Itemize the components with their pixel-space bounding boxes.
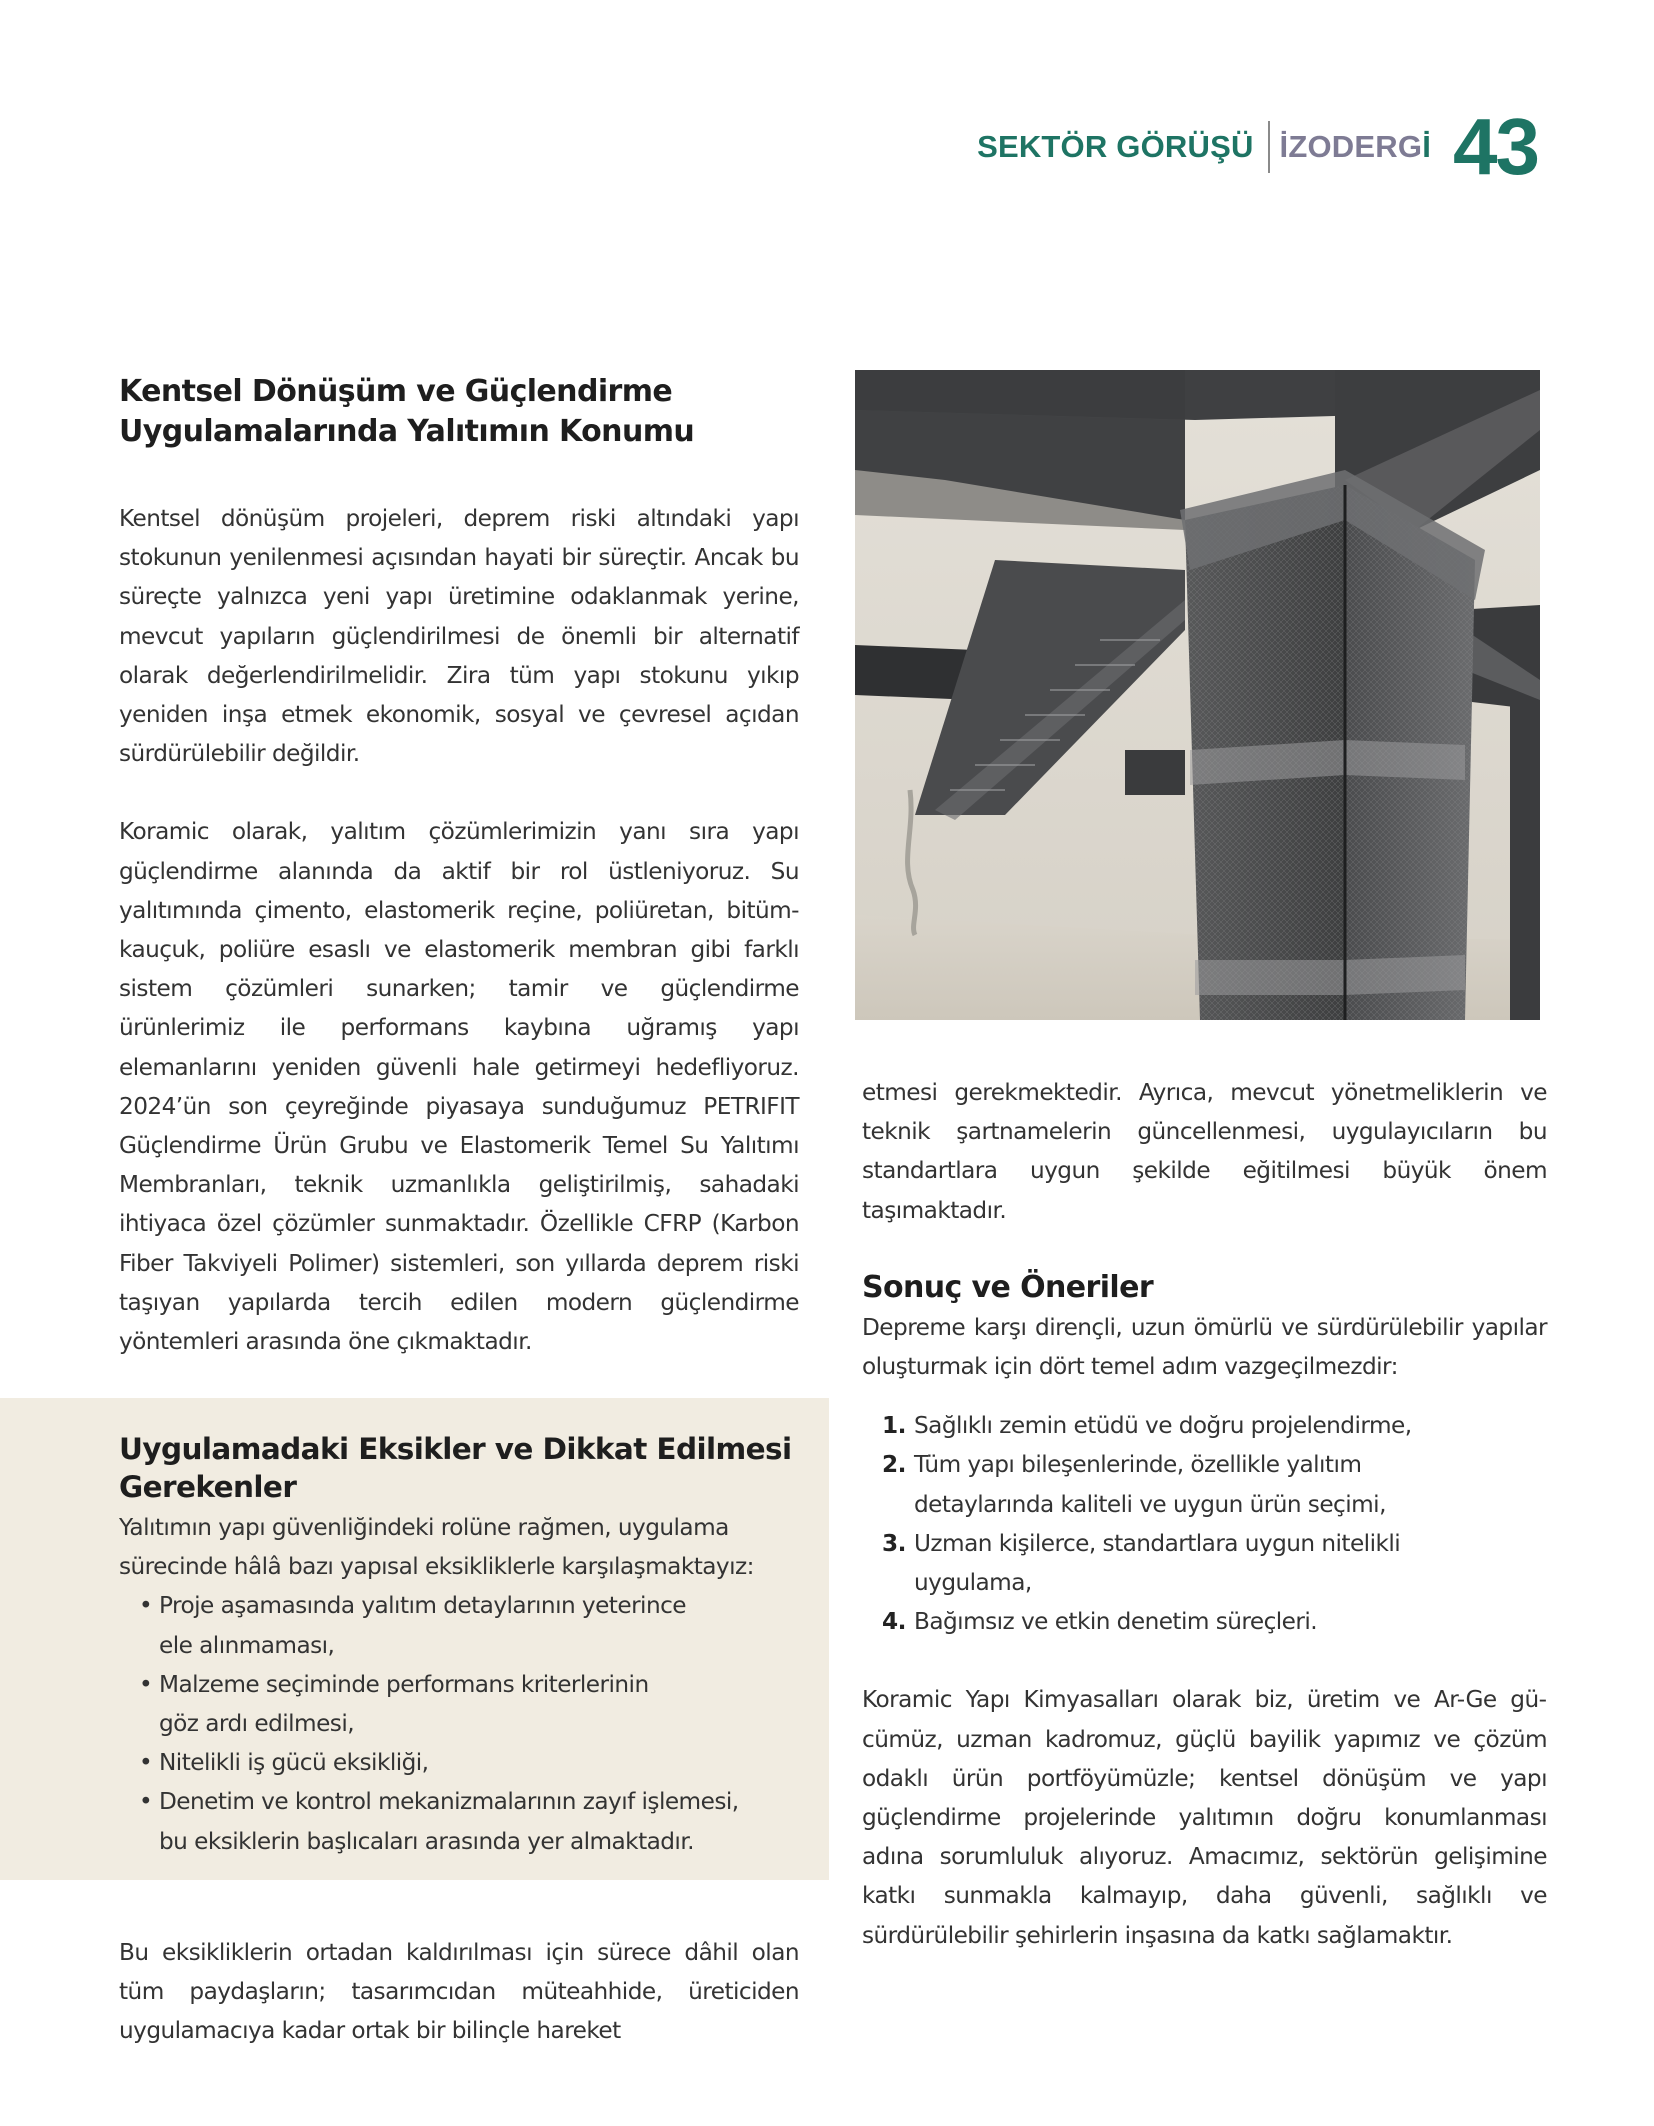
paragraph-stakeholders-continued: etmesi gerekmektedir. Ayrıca, mevcut yönetmeliklerin ve teknik şartnamelerin güncellenmesi, uygulayıcıların bu standartlara uygun şekilde eğitilmesi büyük önem taşımaktadır. (862, 1079, 1547, 1224)
magazine-name (1280, 129, 1431, 165)
section-heading-urban-transformation (119, 372, 799, 452)
list-item (862, 1406, 1547, 1445)
list-item (862, 1602, 1547, 1641)
list-item-text: Denetim ve kontrol mekanizmalarının zayıf işlemesi, (159, 1788, 739, 1816)
cfrp-column-photo (855, 370, 1540, 1020)
list-item-text: ele alınmaması, (159, 1631, 335, 1659)
section-heading-deficiencies (119, 1430, 799, 1506)
left-column (119, 372, 799, 1361)
heading-line: Kentsel Dönüşüm ve Güçlendirme (119, 374, 673, 409)
list-item (862, 1445, 1547, 1523)
steps-list (862, 1406, 1547, 1641)
list-item (119, 1782, 799, 1860)
step-number: 2. (882, 1451, 906, 1479)
highlight-box-deficiencies (0, 1398, 829, 1880)
bullet-icon: • (139, 1749, 153, 1777)
step-number: 1. (882, 1412, 906, 1440)
list-item-text: Bağımsız ve etkin denetim süreçleri. (914, 1608, 1318, 1636)
section-heading-conclusions: Sonuç ve Öneriler (862, 1269, 1154, 1305)
bullet-icon: • (139, 1788, 153, 1816)
list-item-text: Malzeme seçiminde performans kriterlerinin (159, 1670, 649, 1698)
list-item-text: Nitelikli iş gücü eksikliği, (159, 1749, 429, 1777)
paragraph-intro: Kentsel dönüşüm projeleri, deprem riski altındaki yapı stokunun yenilenmesi açısından hayati bir süreçtir. Ancak bu süreçte yalnızca yeni yapı üretimine odaklanmak yerine, mevcut yapıların güçlendirilmesi de önemli bir alternatif olarak değerlendirilmelidir. Zira tüm yapı stokunu yıkıp yeniden inşa etmek ekonomik, sosyal ve çevresel açıdan sürdürülebilir değildir. (119, 505, 799, 768)
list-item-text: Sağlıklı zemin etüdü ve doğru projelendirme, (914, 1412, 1412, 1440)
list-item-text: bu eksiklerin başlıcaları arasında yer almaktadır. (159, 1827, 695, 1855)
right-column (862, 1073, 1547, 1955)
list-item (119, 1586, 799, 1664)
list-item-text: Uzman kişilerce, standartlara uygun nitelikli (914, 1529, 1401, 1557)
heading-line: Uygulamadaki Eksikler ve Dikkat Edilmesi (119, 1432, 792, 1466)
header-divider (1268, 121, 1270, 173)
magazine-name-accent: İ (1422, 129, 1432, 164)
list-item (862, 1524, 1547, 1602)
deficiency-list (119, 1586, 799, 1860)
paragraph-koramic-role: Koramic olarak, yalıtım çözümlerimizin yanı sıra yapı güçlendirme alanında da aktif bir rol üstleniyoruz. Su yalıtımında çimento, elastomerik reçine, poliüretan, bitüm-kauçuk, poliüre esaslı ve elastomerik membran gibi farklı sistem çözümleri sunarken; tamir ve güçlendirme ürünlerimiz ile performans kaybına uğramış yapı elemanlarını yeniden güvenli hale getirmeyi hedefliyoruz. 2024’ün son çeyreğinde piyasaya sunduğumuz PETRIFIT Güçlendirme Ürün Grubu ve Elastomerik Temel Su Yalıtımı Membranları, teknik uzmanlıkla geliştirilmiş, sahadaki ihtiyaca özel çözümler sunmaktadır. Özellikle CFRP (Karbon Fiber Takviyeli Polimer) sistemleri, son yıllarda deprem riski taşıyan yapılarda tercih edilen modern güçlendirme yöntemleri arasında öne çıkmaktadır. (119, 818, 799, 1356)
list-item (119, 1665, 799, 1743)
step-number: 3. (882, 1529, 906, 1557)
page-header (977, 102, 1538, 191)
section-label: SEKTÖR GÖRÜŞÜ (977, 129, 1254, 164)
list-item-text: göz ardı edilmesi, (159, 1710, 355, 1738)
step-number: 4. (882, 1608, 906, 1636)
magazine-name-main: İZODERG (1279, 129, 1423, 164)
page-number: 43 (1453, 102, 1538, 191)
conclusions-intro: Depreme karşı dirençli, uzun ömürlü ve sürdürülebilir yapılar oluşturmak için dört temel adım vazgeçilmezdir: (862, 1313, 1547, 1381)
bullet-icon: • (139, 1592, 153, 1620)
paragraph-koramic-commitment: Koramic Yapı Kimyasalları olarak biz, üretim ve Ar-Ge gücümüz, uzman kadromuz, güçlü bayilik yapımız ve çözüm odaklı ürün portföyümüzle; kentsel dönüşüm ve yapı güçlendirme projelerinde yalıtımın doğru konumlanması adına sorumluluk alıyoruz. Amacımız, sektörün gelişimine katkı sunmakla kalmayıp, daha güvenli, sağlıklı ve sürdürülebilir şehirlerin inşasına da katkı sağlamaktır. (862, 1686, 1547, 1949)
list-item-text: Tüm yapı bileşenlerinde, özellikle yalıtım (914, 1451, 1362, 1479)
list-item (119, 1743, 799, 1782)
highlight-content (119, 1430, 799, 1861)
heading-line: Uygulamalarında Yalıtımın Konumu (119, 414, 695, 449)
list-item-text: Proje aşamasında yalıtım detaylarının yeterince (159, 1592, 687, 1620)
list-item-text: detaylarında kaliteli ve uygun ürün seçimi, (914, 1490, 1386, 1518)
bullet-icon: • (139, 1670, 153, 1698)
deficiencies-intro: Yalıtımın yapı güvenliğindeki rolüne rağmen, uygulama sürecinde hâlâ bazı yapısal eksikliklerle karşılaşmaktayız: (119, 1514, 754, 1581)
heading-line: Gerekenler (119, 1470, 297, 1504)
list-item-text: uygulama, (914, 1569, 1032, 1597)
paragraph-stakeholders-start: Bu eksikliklerin ortadan kaldırılması için sürece dâhil olan tüm paydaşların; tasarımcıdan müteahhide, üreticiden uygulamacıya kadar ortak bir bilinçle hareket (119, 1939, 799, 2045)
